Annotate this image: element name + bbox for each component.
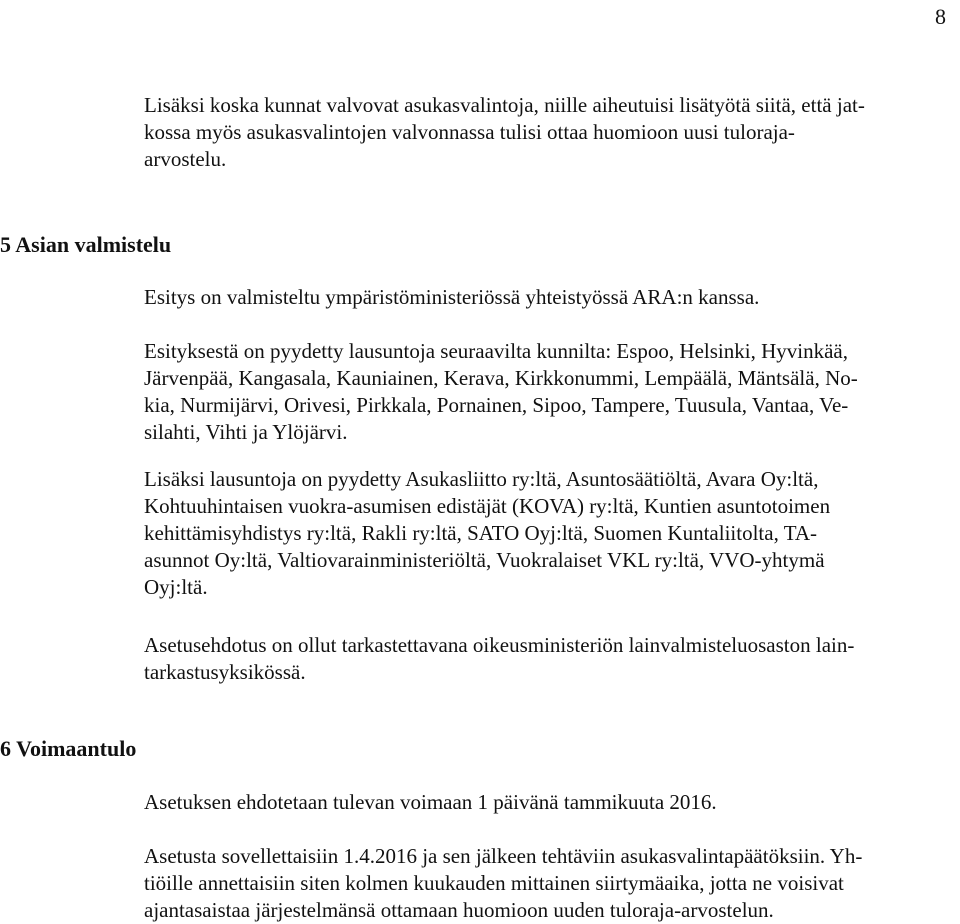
text-line: Esitys on valmisteltu ympäristöministeriössä yhteistyössä ARA:n kanssa.: [144, 285, 760, 309]
text-line: Esityksestä on pyydetty lausuntoja seuraavilta kunnilta: Espoo, Helsinki, Hyvinkää,: [144, 339, 848, 363]
section-5-paragraph-3: [144, 466, 954, 601]
section-5-heading: 5 Asian valmistelu: [0, 232, 172, 257]
text-line: Asetuksen ehdotetaan tulevan voimaan 1 päivänä tammikuuta 2016.: [144, 790, 717, 814]
text-line: ajantasaistaa järjestelmänsä ottamaan huomioon uuden tuloraja-arvostelun.: [144, 898, 774, 922]
section-6-heading: 6 Voimaantulo: [0, 736, 137, 761]
section-5-paragraph-2: [144, 338, 954, 446]
text-line: asunnot Oy:ltä, Valtiovarainministeriöltä, Vuokralaiset VKL ry:ltä, VVO-yhtymä: [144, 548, 825, 572]
text-line: kehittämisyhdistys ry:ltä, Rakli ry:ltä, SATO Oyj:ltä, Suomen Kuntaliitolta, TA-: [144, 521, 817, 545]
text-line: Asetusta sovellettaisiin 1.4.2016 ja sen jälkeen tehtäviin asukasvalintapäätöksiin. Yh-: [144, 844, 863, 868]
text-line: tiöille annettaisiin siten kolmen kuukauden mittainen siirtymäaika, jotta ne voisivat: [144, 871, 844, 895]
section-5-paragraph-1: [144, 284, 954, 311]
text-line: kossa myös asukasvalintojen valvonnassa tulisi ottaa huomioon uusi tuloraja-: [144, 120, 795, 144]
text-line: Lisäksi lausuntoja on pyydetty Asukasliitto ry:ltä, Asuntosäätiöltä, Avara Oy:ltä,: [144, 467, 819, 491]
text-line: silahti, Vihti ja Ylöjärvi.: [144, 420, 348, 444]
text-line: arvostelu.: [144, 147, 227, 171]
text-line: tarkastusyksikössä.: [144, 660, 306, 684]
section-5-paragraph-4: [144, 632, 954, 686]
text-line: Kohtuuhintaisen vuokra-asumisen edistäjät (KOVA) ry:ltä, Kuntien asuntotoimen: [144, 494, 831, 518]
text-line: kia, Nurmijärvi, Orivesi, Pirkkala, Pornainen, Sipoo, Tampere, Tuusula, Vantaa, Ve-: [144, 393, 849, 417]
intro-paragraph: [144, 92, 954, 173]
section-6-paragraph-2: [144, 843, 954, 924]
text-line: Järvenpää, Kangasala, Kauniainen, Kerava, Kirkkonummi, Lempäälä, Mäntsälä, No-: [144, 366, 858, 390]
text-line: Oyj:ltä.: [144, 575, 208, 599]
text-line: Lisäksi koska kunnat valvovat asukasvalintoja, niille aiheutuisi lisätyötä siitä, että jat-: [144, 93, 865, 117]
page-number: 8: [935, 4, 946, 29]
section-6-paragraph-1: [144, 789, 954, 816]
text-line: Asetusehdotus on ollut tarkastettavana oikeusministeriön lainvalmisteluosaston lain-: [144, 633, 855, 657]
